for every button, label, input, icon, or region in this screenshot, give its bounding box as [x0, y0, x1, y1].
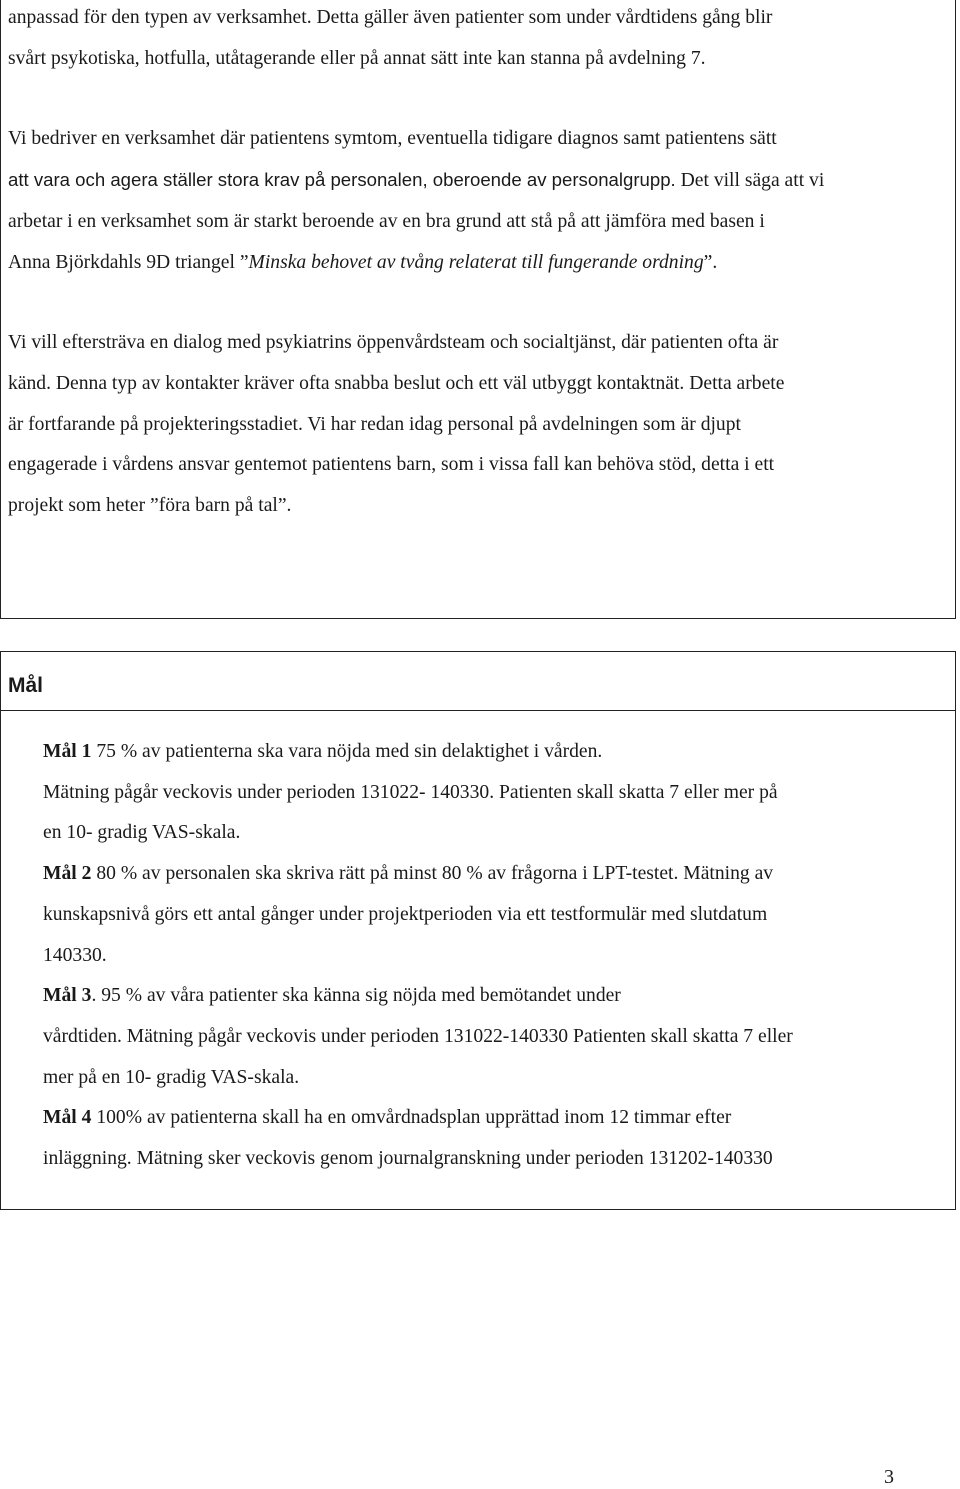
goal-line: vårdtiden. Mätning pågår veckovis under perioden 131022-140330 Patienten skall skatta 7 eller: [43, 1025, 793, 1047]
goal-line: 140330.: [43, 944, 107, 966]
goal-line: [43, 854, 943, 895]
text-line: [1, 243, 955, 284]
goal-label: Mål 1: [43, 741, 92, 762]
goal-text: . 95 % av våra patienter ska känna sig nöjda med bemötandet under: [91, 985, 621, 1007]
goal-label: Mål 4: [43, 1107, 92, 1129]
goal-text: 100% av patienterna skall ha en omvårdnadsplan upprättad inom 12 timmar efter: [91, 1107, 732, 1129]
text-span: Det vill säga att vi: [675, 170, 825, 192]
goal-line: [43, 732, 943, 773]
goal-line: [43, 1098, 943, 1139]
text-line: svårt psykotiska, hotfulla, utåtagerande eller på annat sätt inte kan stanna på avdelning 7.: [8, 47, 706, 69]
goal-label: Mål 3: [43, 985, 92, 1007]
text-span: ”.: [703, 251, 718, 273]
text-line: [1, 160, 955, 202]
goal-line: kunskapsnivå görs ett antal gånger under projektperioden via ett testformulär med slutdatum: [43, 903, 768, 925]
text-line: är fortfarande på projekteringsstadiet. Vi har redan idag personal på avdelningen som är djupt: [8, 413, 741, 435]
goal-text: 75 % av patienterna ska vara nöjda med sin delaktighet i vården.: [91, 741, 603, 762]
divider: [1, 710, 955, 711]
goals-list: [43, 732, 943, 1180]
text-span: Anna Björkdahls 9D triangel ”: [8, 251, 249, 273]
goal-line: inläggning. Mätning sker veckovis genom journalgranskning under perioden 131202-140330: [43, 1148, 773, 1170]
text-line: anpassad för den typen av verksamhet. Detta gäller även patienter som under vårdtidens gång blir: [8, 7, 773, 28]
text-span: att vara och agera ställer stora krav på personalen, oberoende av personalgrupp.: [8, 169, 676, 191]
goal-line: mer på en 10- gradig VAS-skala.: [43, 1066, 300, 1088]
description-box: [0, 0, 956, 619]
goal-label: Mål 2: [43, 863, 92, 885]
text-line: Vi bedriver en verksamhet där patientens symtom, eventuella tidigare diagnos samt patientens sätt: [8, 128, 777, 150]
quoted-title: Minska behovet av tvång relaterat till fungerande ordning: [248, 251, 704, 273]
goal-line: en 10- gradig VAS-skala.: [43, 822, 241, 844]
section-heading: Mål: [8, 674, 44, 697]
text-line: känd. Denna typ av kontakter kräver ofta snabba beslut och ett väl utbyggt kontaktnät. Detta arbete: [8, 372, 785, 394]
text-line: Vi vill eftersträva en dialog med psykiatrins öppenvårdsteam och socialtjänst, där patienten ofta är: [8, 332, 779, 354]
goals-box: [0, 651, 956, 1210]
page-number: 3: [884, 1466, 894, 1488]
text-line: arbetar i en verksamhet som är starkt beroende av en bra grund att stå på att jämföra med basen i: [8, 210, 765, 232]
goal-line: Mätning pågår veckovis under perioden 131022- 140330. Patienten skall skatta 7 eller mer på: [43, 781, 778, 803]
goal-text: 80 % av personalen ska skriva rätt på minst 80 % av frågorna i LPT-testet. Mätning av: [91, 863, 774, 885]
text-line: engagerade i vårdens ansvar gentemot patientens barn, som i vissa fall kan behöva stöd, detta i ett: [8, 454, 775, 476]
text-line: projekt som heter ”föra barn på tal”.: [8, 495, 292, 517]
goal-line: [43, 976, 943, 1017]
